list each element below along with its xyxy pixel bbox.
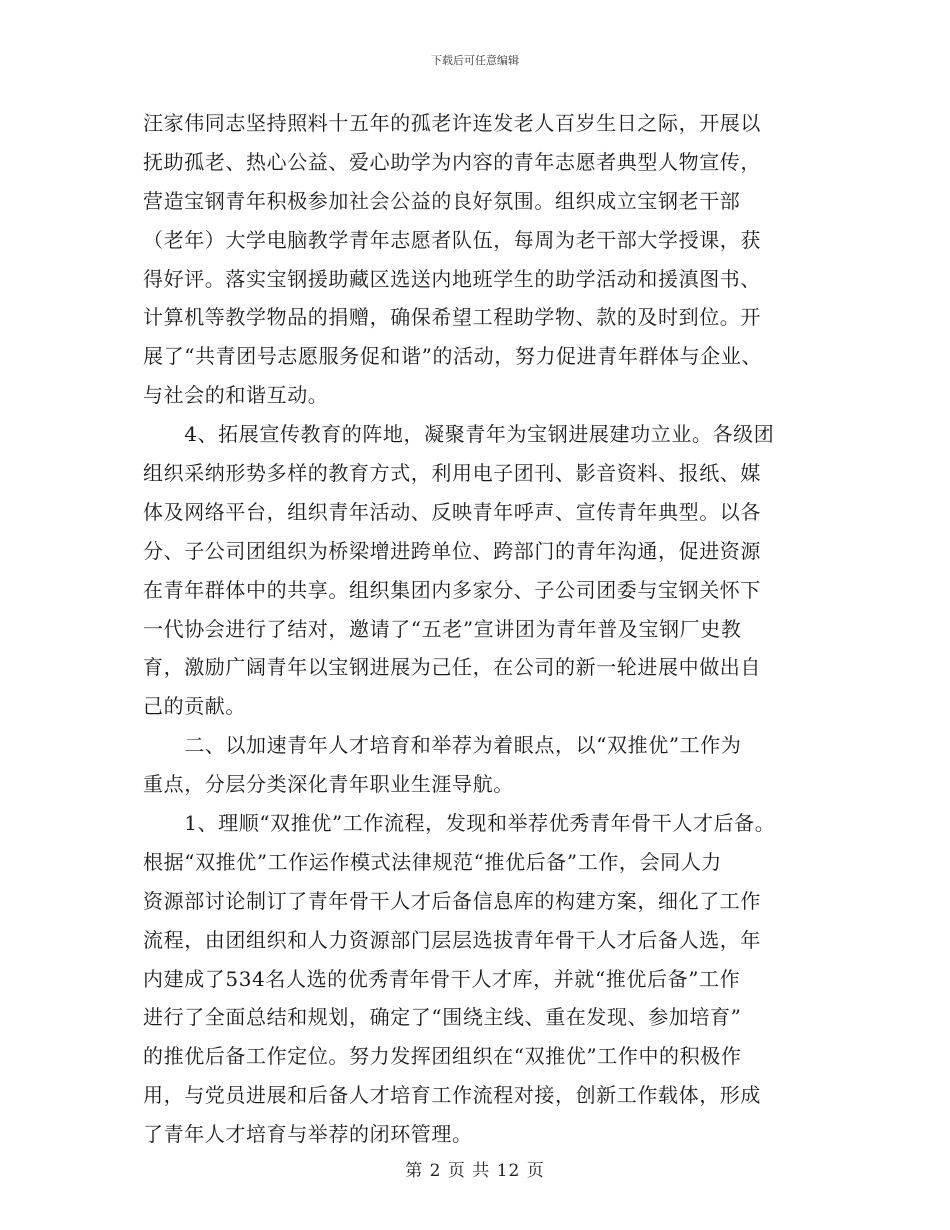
text-line: 组织采纳形势多样的教育方式，利用电子团刊、影音资料、报纸、媒 [143,461,761,486]
text-line: 用，与党员进展和后备人才培育工作流程对接，创新工作载体，形成 [143,1083,761,1108]
document-body [143,104,833,1154]
text-line: 计算机等教学物品的捐赠，确保希望工程助学物、款的及时到位。开 [143,305,761,330]
text-line: 体及网络平台，组织青年活动、反映青年呼声、宣传青年典型。以各 [143,499,761,524]
text-line: 展了“共青团号志愿服务促和谐”的活动，努力促进青年群体与企业、 [143,344,763,369]
text-line: 分、子公司团组织为桥梁增进跨单位、跨部门的青年沟通，促进资源 [143,538,761,563]
text-line: （老年）大学电脑教学青年志愿者队伍，每周为老干部大学授课，获 [143,227,761,252]
text-line: 育，激励广阔青年以宝钢进展为己任，在公司的新一轮进展中做出自 [143,655,761,680]
text-line: 流程，由团组织和人力资源部门层层选拔青年骨干人才后备人选，年 [143,927,761,952]
text-line: 与社会的和谐互动。 [143,383,329,408]
page-footer [0,1156,950,1181]
text-line: 1、理顺“双推优”工作流程，发现和举荐优秀青年骨干人才后备。 [143,811,776,836]
text-line: 二、以加速青年人才培育和举荐为着眼点，以“双推优”工作为 [143,733,742,758]
footer-middle: 页 共 [447,1161,491,1181]
total-page-count: 12 [496,1161,521,1181]
current-page-number: 2 [429,1161,442,1181]
text-line: 的推优后备工作定位。努力发挥团组织在“双推优”工作中的积极作 [143,1044,742,1069]
footer-prefix: 第 [405,1161,424,1181]
text-line: 资源部讨论制订了青年骨干人才后备信息库的构建方案，细化了工作 [143,888,761,913]
text-line: 得好评。落实宝钢援助藏区选送内地班学生的助学活动和援滇图书、 [143,266,761,291]
footer-suffix: 页 [526,1161,545,1181]
text-line: 内建成了534名人选的优秀青年骨干人才库，并就“推优后备”工作 [143,966,741,991]
text-line: 抚助孤老、热心公益、爱心助学为内容的青年志愿者典型人物宣传， [143,149,761,174]
text-line: 营造宝钢青年积极参加社会公益的良好氛围。组织成立宝钢老干部 [143,188,741,213]
text-line: 汪家伟同志坚持照料十五年的孤老许连发老人百岁生日之际，开展以 [143,111,761,135]
text-line: 根据“双推优”工作运作模式法律规范“推优后备”工作，会同人力 [143,849,722,874]
text-line: 己的贡献。 [143,694,246,719]
text-line: 了青年人才培育与举荐的闭环管理。 [143,1122,473,1147]
text-line: 一代协会进行了结对，邀请了“五老”宣讲团为青年普及宝钢厂史教 [143,616,742,641]
text-line: 在青年群体中的共享。组织集团内多家分、子公司团委与宝钢关怀下 [143,577,761,602]
text-line: 进行了全面总结和规划，确定了“围绕主线、重在发现、参加培育” [143,1005,742,1030]
page-header: 下载后可任意编辑 [431,54,519,67]
text-line: 4、拓展宣传教育的阵地，凝聚青年为宝钢进展建功立业。各级团 [143,422,775,447]
text-line: 重点，分层分类深化青年职业生涯导航。 [143,772,514,797]
